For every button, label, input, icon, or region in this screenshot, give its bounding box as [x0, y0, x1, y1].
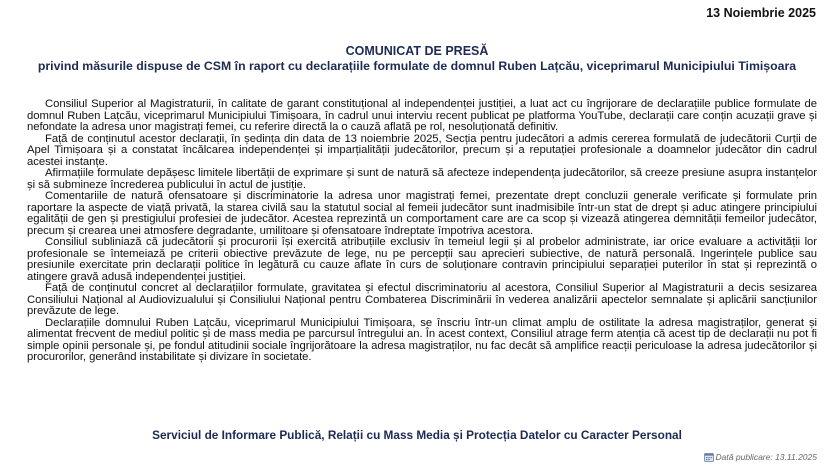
body-paragraph: Față de conținutul concret al declarațiilor formulate, gravitatea și efectul discriminatoriu al acestora, Consiliul Superior al Magistraturii a decis sesizarea Consiliului Național al Audiovizualului și Consiliului Național pentru Combaterea Discriminării în vederea analizării apectelor semnalate și aplicării sancțiunilor prevăzute de lege. [27, 282, 817, 317]
body-paragraph: Față de conținutul acestor declarații, în ședința din data de 13 noiembrie 2025, Secția pentru judecători a admis cererea formulată de judecătorii Curții de Apel Timișoara și a constatat încălcarea independenței și imparțialității judecătorilor, precum și a reputației profesionale a doamnelor judecător din cadrul acestei instanțe. [27, 132, 817, 168]
body-paragraph: Declarațiile domnului Ruben Lațcău, viceprimarul Municipiului Timișoara, se înscriu într-un climat amplu de ostilitate la adresa magistraților, generat și alimentat frecvent de mediul politic și de mass media pe parcursul întregului an. În acest context, Consiliul atrage ferm atenția că acest tip de declarații nu pot fi simple opinii personale și, pe fondul atitudinii sociale îngrijorătoare la adresa magistraților, nu fac decât să amplifice reacții periculoase la adresa judecătorilor și procurorilor, generând instabilitate și divizare în societate. [27, 316, 817, 363]
document-title: COMUNICAT DE PRESĂ [345, 44, 489, 58]
body-paragraph: Consiliul subliniază că judecătorii și procurorii își exercită atribuțiile exclusiv în temeiul legii și al probelor administrate, iar orice evaluare a activității lor profesionale se întemeiază pe criterii obiective prevăzute de lege, nu pe percepții sau aprecieri subiective, de natură personală. Ingerințele publice sau presiunile exercitate prin declarații politice în legătură cu cauze aflate în curs de soluționare contravin principiului separației puterilor în stat și reprezintă o atingere gravă adusă independenței justiției. [27, 236, 817, 283]
publication-date-label: Dată publicare: 13.11.2025 [715, 452, 817, 462]
document-body [27, 99, 817, 364]
body-paragraph: Consiliul Superior al Magistraturii, în calitate de garant constituțional al independenței justiției, a luat act cu îngrijorare de declarațiile publice formulate de domnul Ruben Lațcău, viceprimarul Municipiului Timișoara, în cadrul unui interviu recent publicat pe platforma YouTube, declarații care conțin acuzații grave și nefondate la adresa unor magistrați femei, cu referire directă la o cauză aflată pe rol, nesoluționată definitiv. [27, 98, 817, 133]
body-paragraph: Comentariile de natură ofensatoare și discriminatorie la adresa unor magistrați femei, prezentate drept concluzii generale verificate și formulate prin raportare la aspecte de viață privată, la starea civilă sau la statutul social al femeii judecător sunt inadmisibile într-un stat de drept și aduc atingere principiului egalității de gen și prestigiului profesiei de judecător. Acestea reprezintă un comportament care are ca scop și vizează atingerea demnității femeilor judecător, precum și crearea unei atmosfere degradante, umilitoare și ofensatoare îndreptate împotriva acestora. [27, 190, 817, 237]
document-subtitle: privind măsurile dispuse de CSM în raport cu declarațiile formulate de domnul Ruben Lațcău, viceprimarul Municipiului Timișoara [37, 59, 797, 73]
publication-date [704, 452, 817, 462]
document-date: 13 Noiembrie 2025 [706, 6, 816, 20]
body-paragraph: Afirmațiile formulate depășesc limitele libertății de exprimare și sunt de natură să afecteze independența judecătorilor, să creeze presiune asupra instanțelor și să submineze încrederea publicului în actul de justiție. [27, 167, 817, 191]
signature: Serviciul de Informare Publică, Relații cu Mass Media și Protecția Datelor cu Caracter Personal [152, 428, 682, 442]
calendar-icon [704, 452, 714, 462]
